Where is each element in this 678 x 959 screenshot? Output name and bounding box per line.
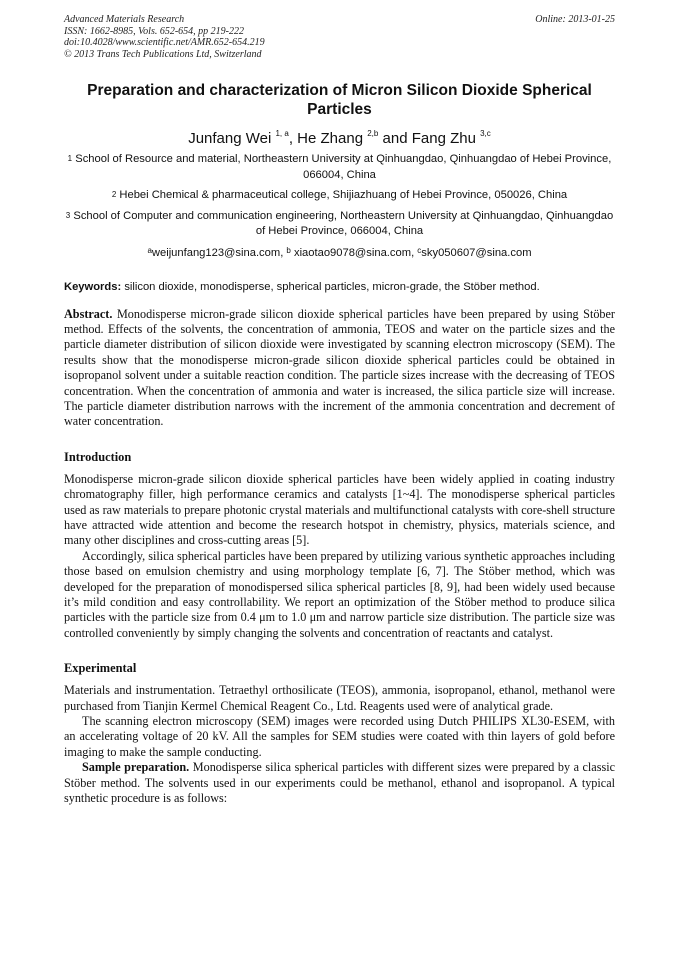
paragraph: Materials and instrumentation. Tetraethyl orthosilicate (TEOS), ammonia, isopropanol, ethanol, methanol were purchased from Tianjin Kermel Chemical Reagent Co., Ltd. Reagents used were of analytical grade. xyxy=(64,683,615,713)
affiliation-sup: 3 xyxy=(65,210,71,220)
email-sup: b xyxy=(286,245,291,255)
keywords-label: Keywords: xyxy=(64,280,122,293)
author-sup: 1, a xyxy=(275,129,289,138)
email-link[interactable]: xiaotao9078@sina.com xyxy=(293,246,412,259)
paragraph: Monodisperse micron-grade silicon dioxide spherical particles have been widely applied in coating industry chromatography filler, high performance ceramics and catalysts [1~4]. The monodisperse spherical particles used as raw materials to prepare photonic crystal materials and multifunctional catalysts with core-shell structure have attracted wide attention and become the research hotspot in chemistry, physics, materials science, and many other disciplines and cross-cutting areas [5]. xyxy=(64,471,615,548)
issn-line: ISSN: 1662-8985, Vols. 652-654, pp 219-222 xyxy=(64,25,244,37)
affiliation-text: School of Computer and communication engineering, Northeastern University at Qinhuangdao, Qinhuangdao of Hebei Province, 066004, China xyxy=(73,209,614,237)
section-heading-introduction: Introduction xyxy=(64,449,132,464)
email-sup: a xyxy=(147,245,152,255)
abstract-label: Abstract. xyxy=(64,306,113,321)
affiliation xyxy=(64,209,615,240)
affiliation-sup: 1 xyxy=(67,154,73,163)
journal-header xyxy=(64,14,615,60)
author-sup: 2,b xyxy=(367,129,379,138)
section-heading-experimental: Experimental xyxy=(64,661,137,676)
author-name: Fang Zhu xyxy=(411,130,476,147)
keywords-text: silicon dioxide, monodisperse, spherical particles, micron-grade, the Stöber method. xyxy=(124,280,540,293)
paragraph xyxy=(64,760,615,806)
affiliation-text: Hebei Chemical & pharmaceutical college, Shijiazhuang of Hebei Province, 050026, China xyxy=(119,189,568,201)
journal-name: Advanced Materials Research xyxy=(64,14,185,25)
paragraph-text: Monodisperse silica spherical particles with different sizes were prepared by a classic Stöber method. The solvents used in our experiments could be methanol, ethanol and isopropanol. A typical synthetic procedure is as follows: xyxy=(64,760,616,806)
affiliation xyxy=(64,188,615,204)
abstract xyxy=(64,307,615,430)
author-name: He Zhang xyxy=(297,130,364,147)
online-date: Online: 2013-01-25 xyxy=(535,14,615,25)
abstract-text: Monodisperse micron-grade silicon dioxide spherical particles have been prepared by using Stöber method. Effects of the solvents, the concentration of ammonia, TEOS and water on the particle sizes and the particle diameter distribution of silicon dioxide were investigated by scanning electron microscopy (SEM). The results show that the monodisperse micron-grade silicon dioxide spherical particles could be obtained in isopropanol solvent under a suitable reaction condition. The particle sizes increase with the decreasing of TEOS concentration. When the concentration of ammonia and water is increased, the silica particle size will increase. The particle diameter distribution narrows with the increment of the ammonia concentration and decrement of water concentration. xyxy=(64,306,615,429)
email-list: $^a$weijunfang123@sina.com, $^b$ xiaotao9078@sina.com, $^c$sky050607@sina.com xyxy=(147,245,532,259)
paper-page xyxy=(64,14,615,806)
email-link[interactable]: sky050607@sina.com xyxy=(421,246,532,259)
affiliation-sup: 2 xyxy=(111,190,117,199)
doi-line: doi:10.4028/www.scientific.net/AMR.652-654.219 xyxy=(64,37,265,48)
introduction-section xyxy=(64,472,615,641)
paragraph: The scanning electron microscopy (SEM) images were recorded using Dutch PHILIPS XL30-ESEM, with an accelerating voltage of 20 kV. All the samples for SEM studies were coated with thin layers of gold before imaging to make the sample conducting. xyxy=(64,714,615,759)
copyright-line: © 2013 Trans Tech Publications Ltd, Switzerland xyxy=(64,48,262,60)
author-sup: 3,c xyxy=(480,129,491,138)
subsection-label: Sample preparation. xyxy=(82,760,190,775)
email-link[interactable]: weijunfang123@sina.com xyxy=(151,246,281,259)
author-name: Junfang Wei xyxy=(188,130,272,147)
keywords xyxy=(64,281,615,293)
affiliation xyxy=(64,152,615,183)
affiliation-text: School of Resource and material, Northeastern University at Qinhuangdao, Qinhuangdao of Hebei Province, 066004, China xyxy=(75,153,612,181)
author-list: Junfang Wei $^{1, a}$, He Zhang $^{2,b}$ and Fang Zhu $^{3,c}$ xyxy=(188,129,491,147)
paper-title: Preparation and characterization of Micron Silicon Dioxide Spherical Particles xyxy=(87,82,592,118)
email-sup: c xyxy=(417,245,422,255)
experimental-section xyxy=(64,683,615,806)
paragraph: Accordingly, silica spherical particles have been prepared by utilizing various synthetic approaches including those based on emulsion chemistry and using morphology template [6, 7]. The Stöber method, which was developed for the preparation of monodispersed silica spherical particles [8, 9], had been widely used because it’s mild condition and easy controllability. We report an optimization of the Stöber method to produce silica particles with the particle size from 0.4 μm to 1.0 μm and narrow particle size distribution. The particle size was controlled conveniently by simply changing the solvents and concentration of reactants and catalyst. xyxy=(64,548,615,640)
